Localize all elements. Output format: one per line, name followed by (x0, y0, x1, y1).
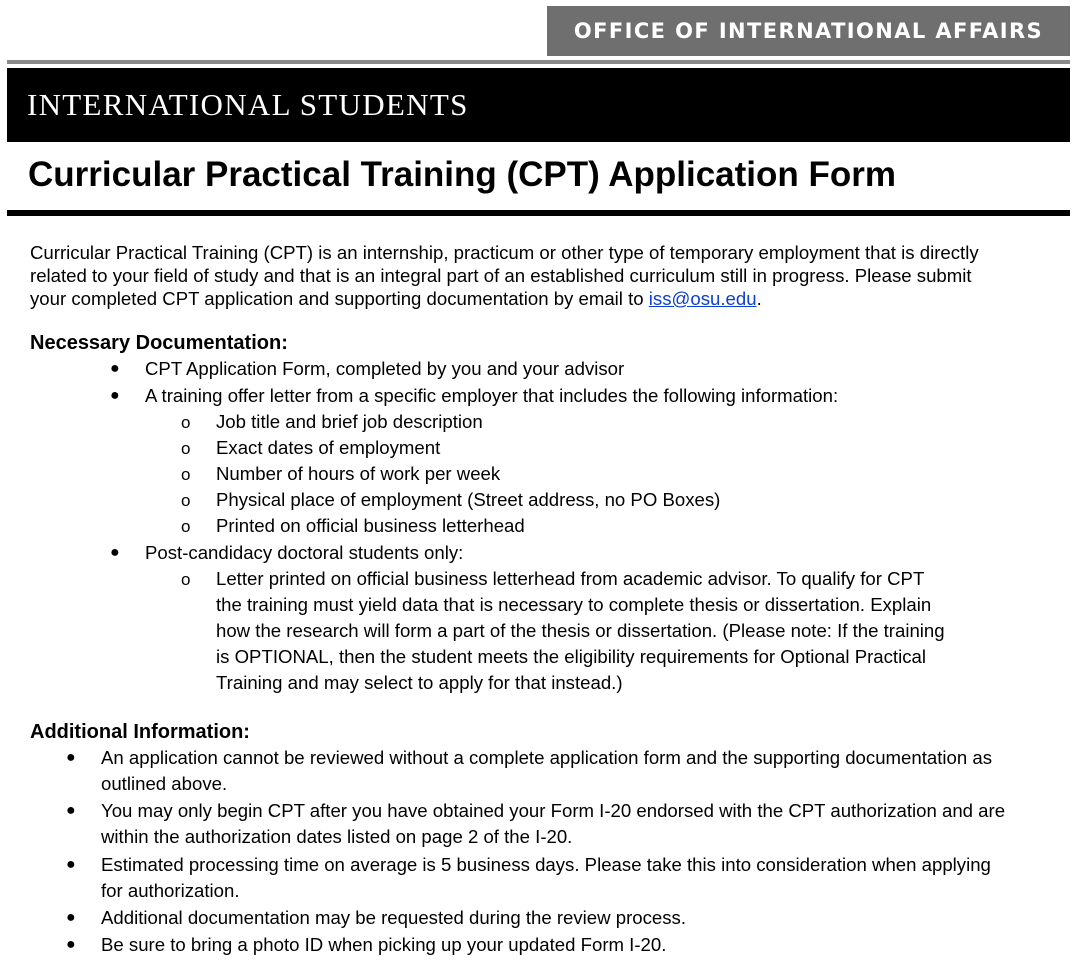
bullet-icon: ● (66, 909, 76, 926)
intro-line-text: your completed CPT application and supporting documentation by email to (30, 288, 649, 309)
bullet-icon: ● (110, 360, 120, 377)
bullet-icon: ● (66, 936, 76, 953)
list-item: CPT Application Form, completed by you and your advisor (145, 358, 625, 379)
sub-list-item: Physical place of employment (Street address, no PO Boxes) (216, 489, 721, 510)
intro-line (30, 287, 1050, 310)
doctoral-requirement-line: Training and may select to apply for that instead.) (216, 672, 623, 693)
info-line: Estimated processing time on average is 5 business days. Please take this into consideration when applying (101, 854, 991, 875)
doctoral-requirement-line: is OPTIONAL, then the student meets the eligibility requirements for Optional Practical (216, 646, 926, 667)
office-header: OFFICE OF INTERNATIONAL AFFAIRS (547, 6, 1070, 56)
page-title: Curricular Practical Training (CPT) Application Form (28, 155, 897, 194)
intro-line: related to your field of study and that is an integral part of an established curriculum still in progress. Please submit (30, 265, 972, 286)
list-item: Post-candidacy doctoral students only: (145, 542, 464, 563)
bullet-icon: ● (110, 544, 120, 561)
list-item: A training offer letter from a specific employer that includes the following information: (145, 385, 839, 406)
intro-period: . (756, 288, 762, 309)
sub-list-item: Printed on official business letterhead (216, 515, 525, 536)
intro-line: Curricular Practical Training (CPT) is an internship, practicum or other type of temporary employment that is directly (30, 242, 979, 263)
info-line: An application cannot be reviewed without a complete application form and the supporting documentation as (101, 747, 992, 768)
circle-bullet-icon: o (181, 439, 191, 458)
info-line: for authorization. (101, 880, 240, 901)
sub-list-item: Number of hours of work per week (216, 463, 501, 484)
circle-bullet-icon: o (181, 465, 191, 484)
doctoral-requirement-line: Letter printed on official business letterhead from academic advisor. To qualify for CPT (216, 568, 925, 589)
necessary-documentation-heading: Necessary Documentation: (30, 332, 288, 354)
intro-paragraph (30, 241, 1050, 310)
bullet-icon: ● (66, 802, 76, 819)
title-rule (7, 210, 1070, 216)
circle-bullet-icon: o (181, 517, 191, 536)
bullet-icon: ● (66, 856, 76, 873)
bullet-icon: ● (110, 387, 120, 404)
circle-bullet-icon: o (181, 413, 191, 432)
info-line: outlined above. (101, 773, 228, 794)
additional-information-heading: Additional Information: (30, 721, 250, 743)
info-line: Additional documentation may be requested during the review process. (101, 907, 687, 928)
circle-bullet-icon: o (181, 570, 191, 589)
info-line: within the authorization dates listed on page 2 of the I-20. (101, 826, 573, 847)
doctoral-requirement-line: the training must yield data that is necessary to complete thesis or dissertation. Explain (216, 594, 932, 615)
sub-list-item: Exact dates of employment (216, 437, 441, 458)
gray-rule (7, 60, 1070, 64)
info-line: You may only begin CPT after you have obtained your Form I-20 endorsed with the CPT authorization and are (101, 800, 1006, 821)
email-link[interactable]: iss@osu.edu (648, 288, 757, 309)
section-banner: INTERNATIONAL STUDENTS (7, 68, 1070, 142)
circle-bullet-icon: o (181, 491, 191, 510)
info-line: Be sure to bring a photo ID when picking up your updated Form I-20. (101, 934, 667, 955)
doctoral-requirement-line: how the research will form a part of the thesis or dissertation. (Please note: If the training (216, 620, 945, 641)
sub-list-item: Job title and brief job description (216, 411, 483, 432)
bullet-icon: ● (66, 749, 76, 766)
